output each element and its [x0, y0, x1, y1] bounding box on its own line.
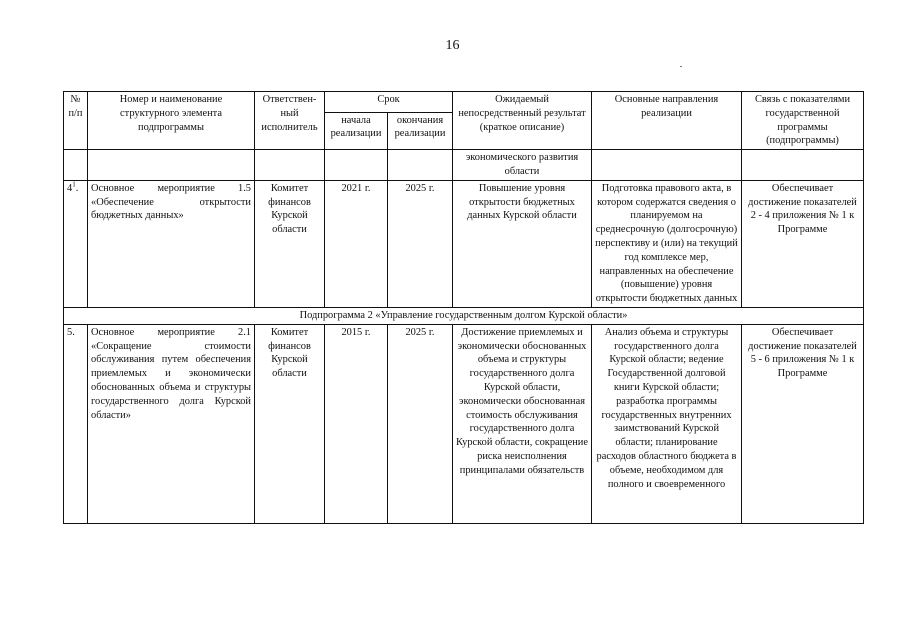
cell-result: экономического развития области [453, 150, 592, 181]
header-num: № п/п [64, 92, 88, 150]
header-row [64, 92, 864, 113]
cell-empty [388, 150, 453, 181]
table-row-4 [64, 180, 864, 307]
num-sup: 1 [72, 180, 76, 189]
cell-empty [742, 150, 864, 181]
cell-name: Основное мероприятие 2.1 «Сокращение стоимости обслуживания путем обеспечения приемлемых и экономически обоснованных объема и структуры государственного долга Курской области» [88, 324, 255, 523]
cell-num [64, 180, 88, 307]
cell-num: 5. [64, 324, 88, 523]
cell-name: Основное мероприятие 1.5 «Обеспечение открытости бюджетных данных» [88, 180, 255, 307]
num-text: 4 [67, 182, 73, 194]
subprogram-title: Подпрограмма 2 «Управление государственным долгом Курской области» [64, 307, 864, 324]
header-directions: Основные направления реализации [592, 92, 742, 150]
subprogram-row [64, 307, 864, 324]
cell-empty [255, 150, 325, 181]
cell-end: 2025 г. [388, 324, 453, 523]
cell-empty [592, 150, 742, 181]
header-end: окончания реализации [388, 112, 453, 150]
cell-empty [325, 150, 388, 181]
directions-text: Анализ объема и структуры государственного долга Курской области; ведение Государственной долговой книги Курской области; разработка программы государственных внутренних заимствований Курской области; планирование расходов областного бюджета в объеме, необходимом для полного и своевременного [596, 326, 737, 490]
cell-responsible: Комитет финансов Курской области [255, 180, 325, 307]
cell-end: 2025 г. [388, 180, 453, 307]
continuation-row [64, 150, 864, 181]
cell-responsible: Комитет финансов Курской области [255, 324, 325, 523]
header-result: Ожидаемый непосредственный результат (краткое описание) [453, 92, 592, 150]
result-text: Достижение приемлемых и экономически обоснованных объема и структуры государственного долга Курской области, экономически обоснованная стоимость обслуживания государственного долга Курской области, сокращение риска неисполнения принципалами обязательств [456, 326, 588, 476]
cell-result [453, 324, 592, 523]
header-start: начала реализации [325, 112, 388, 150]
cell-directions: Подготовка правового акта, в котором содержатся сведения о планируемом на среднесрочную (долгосрочную) перспективу и (или) на текущий год комплексе мер, направленных на обеспечение (повышение) уровня открытости бюджетных данных [592, 180, 742, 307]
header-term: Срок [325, 92, 453, 113]
cell-result: Повышение уровня открытости бюджетных данных Курской области [453, 180, 592, 307]
header-responsible: Ответствен-ный исполнитель [255, 92, 325, 150]
cell-empty [88, 150, 255, 181]
cell-link: Обеспечивает достижение показателей 2 - 4 приложения № 1 к Программе [742, 180, 864, 307]
num-suffix: . [75, 182, 79, 194]
header-name: Номер и наименование структурного элемента подпрограммы [88, 92, 255, 150]
cell-start: 2021 г. [325, 180, 388, 307]
cell-link: Обеспечивает достижение показателей 5 - 6 приложения № 1 к Программе [742, 324, 864, 523]
table-row-5 [64, 324, 864, 523]
cell-empty [64, 150, 88, 181]
cell-start: 2015 г. [325, 324, 388, 523]
cell-directions [592, 324, 742, 523]
program-table [63, 91, 864, 524]
header-link: Связь с показателями государственной программы (подпрограммы) [742, 92, 864, 150]
scan-artifact [680, 66, 682, 67]
page-number: 16 [445, 38, 460, 53]
